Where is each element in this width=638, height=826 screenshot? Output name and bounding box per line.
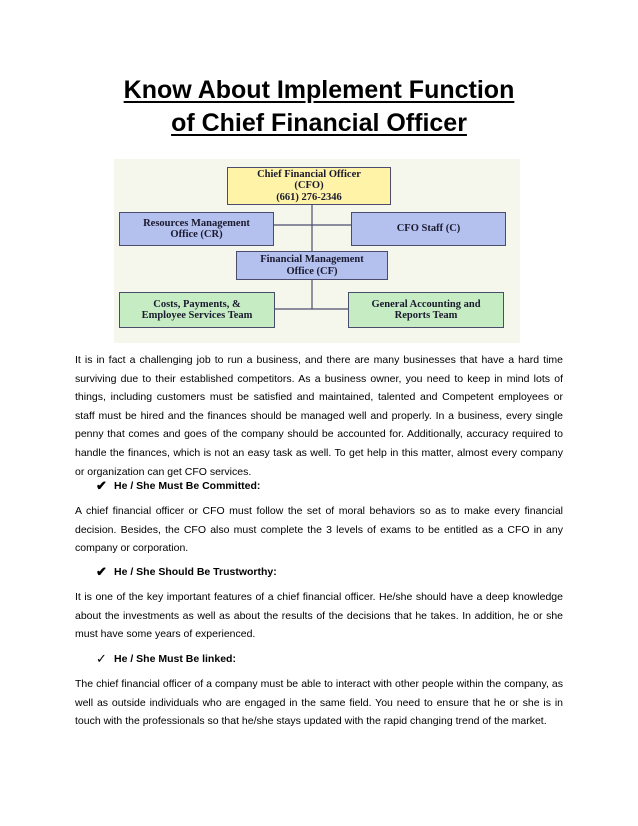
document-title xyxy=(60,74,578,140)
financial-line-1: Financial Management xyxy=(260,254,364,265)
costs-line-1: Costs, Payments, & xyxy=(153,298,241,310)
resources-line-1: Resources Management xyxy=(143,217,250,229)
general-line-1: General Accounting and xyxy=(371,298,481,310)
section-body-trustworthy: It is one of the key important features of a chief financial officer. He/she should have a deep knowledge about the investments as well as about the results of the decisions that he takes. In addition, he or she must have some years of experienced. xyxy=(75,591,563,641)
financial-line-2: Office (CF) xyxy=(286,265,338,277)
costs-payments-box xyxy=(119,292,275,328)
resources-management-box xyxy=(119,212,274,246)
org-chart xyxy=(114,159,520,343)
section-body-linked: The chief financial officer of a company must be able to interact with other people within the company, as well as outside individuals who are engaged in the same field. You need to ensure that he or she is in touch with the professionals so that he/she stays updated with the rapid changing trend of the market. xyxy=(75,678,563,728)
cfo-abbr: (CFO) xyxy=(294,180,324,192)
staff-line-1: CFO Staff (C) xyxy=(396,223,461,235)
title-line-2: of Chief Financial Officer xyxy=(171,109,467,137)
section-heading-text: He / She Should Be Trustworthy: xyxy=(114,566,277,578)
cfo-staff-box xyxy=(351,212,506,246)
section-heading-linked xyxy=(96,652,236,666)
cfo-title: Chief Financial Officer xyxy=(257,168,361,180)
section-heading-trustworthy xyxy=(96,565,277,579)
costs-line-2: Employee Services Team xyxy=(141,310,253,321)
checkmark-icon: ✔ xyxy=(96,478,107,493)
cfo-phone: (661) 276-2346 xyxy=(276,191,342,203)
financial-management-box xyxy=(236,251,388,280)
section-heading-text: He / She Must Be Committed: xyxy=(114,480,261,492)
section-heading-text: He / She Must Be linked: xyxy=(114,653,236,665)
title-line-1: Know About Implement Function xyxy=(123,76,515,104)
checkmark-icon: ✓ xyxy=(96,651,107,666)
section-heading-committed xyxy=(96,479,260,493)
cfo-box xyxy=(227,167,391,205)
intro-paragraph: It is in fact a challenging job to run a business, and there are many businesses that have a hard time surviving due to their established competitors. As a business owner, you need to keep in mind lots of things, including customers must be satisfied and maintained, talented and Competent employees or staff must be hired and the finances should be managed well and properly. In a business, every single penny that comes and goes of the company should be accounted for. Additionally, accuracy required to handle the finances, which is not an easy task as well. To get help in this matter, almost every company or organization can get CFO services. xyxy=(75,354,563,478)
section-body-committed: A chief financial officer or CFO must follow the set of moral behaviors so as to make every financial decision. Besides, the CFO also must complete the 3 levels of exams to be entitled as a CFO in any company or corporation. xyxy=(75,505,563,555)
checkmark-icon: ✔ xyxy=(96,564,107,579)
general-accounting-box xyxy=(348,292,504,328)
resources-line-2: Office (CR) xyxy=(170,229,223,240)
general-line-2: Reports Team xyxy=(394,310,458,321)
